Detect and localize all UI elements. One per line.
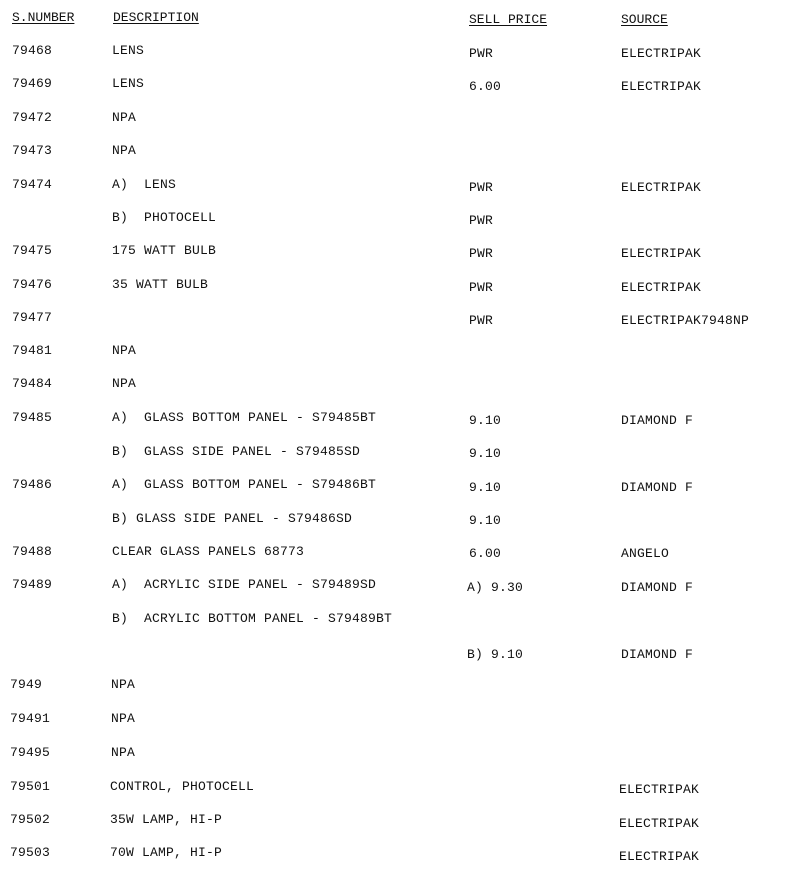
- header-snumber: S.NUMBER: [12, 10, 75, 25]
- price-cell: 9.10: [469, 480, 502, 495]
- description-cell: B) GLASS SIDE PANEL - S79486SD: [112, 511, 353, 526]
- description-cell: B) ACRYLIC BOTTOM PANEL - S79489BT: [112, 611, 393, 626]
- source-cell: ELECTRIPAK: [621, 180, 702, 195]
- price-cell: PWR: [469, 46, 494, 61]
- table-row: [0, 812, 800, 830]
- table-row: [0, 711, 800, 729]
- snumber-cell: 79495: [10, 745, 51, 760]
- table-row: [0, 677, 800, 695]
- table-row: [0, 745, 800, 763]
- description-cell: NPA: [112, 376, 137, 391]
- snumber-cell: 79486: [12, 477, 53, 492]
- description-cell: A) ACRYLIC SIDE PANEL - S79489SD: [112, 577, 377, 592]
- price-cell: B) 9.10: [467, 647, 524, 662]
- snumber-cell: 79502: [10, 812, 51, 827]
- price-cell: PWR: [469, 213, 494, 228]
- table-row: [0, 143, 800, 161]
- snumber-cell: 79477: [12, 310, 53, 325]
- snumber-cell: 79476: [12, 277, 53, 292]
- snumber-cell: 79469: [12, 76, 53, 91]
- source-cell: ELECTRIPAK: [621, 280, 702, 295]
- table-row: [0, 43, 800, 61]
- description-cell: CONTROL, PHOTOCELL: [110, 779, 255, 794]
- source-cell: DIAMOND F: [621, 580, 694, 595]
- price-cell: 6.00: [469, 79, 502, 94]
- snumber-cell: 79491: [10, 711, 51, 726]
- description-cell: 35 WATT BULB: [112, 277, 209, 292]
- table-row: [0, 477, 800, 495]
- table-row: [0, 779, 800, 797]
- table-row: [0, 647, 800, 665]
- description-cell: NPA: [111, 677, 136, 692]
- header-source: SOURCE: [621, 12, 668, 27]
- snumber-cell: 7949: [10, 677, 43, 692]
- table-row: [0, 277, 800, 295]
- table-row: [0, 343, 800, 361]
- table-row: [0, 376, 800, 394]
- description-cell: 70W LAMP, HI-P: [110, 845, 223, 860]
- description-cell: NPA: [111, 711, 136, 726]
- table-row: [0, 544, 800, 562]
- description-cell: B) PHOTOCELL: [112, 210, 217, 225]
- table-row: [0, 110, 800, 128]
- table-row: [0, 243, 800, 261]
- description-cell: CLEAR GLASS PANELS 68773: [112, 544, 305, 559]
- snumber-cell: 79488: [12, 544, 53, 559]
- snumber-cell: 79473: [12, 143, 53, 158]
- snumber-cell: 79474: [12, 177, 53, 192]
- price-cell: PWR: [469, 313, 494, 328]
- price-cell: 9.10: [469, 446, 502, 461]
- source-cell: ELECTRIPAK: [621, 246, 702, 261]
- price-cell: A) 9.30: [467, 580, 524, 595]
- description-cell: NPA: [112, 343, 137, 358]
- description-cell: LENS: [112, 76, 145, 91]
- source-cell: ELECTRIPAK: [619, 849, 700, 864]
- description-cell: 35W LAMP, HI-P: [110, 812, 223, 827]
- snumber-cell: 79484: [12, 376, 53, 391]
- description-cell: 175 WATT BULB: [112, 243, 217, 258]
- description-cell: NPA: [112, 110, 137, 125]
- price-cell: PWR: [469, 280, 494, 295]
- snumber-cell: 79475: [12, 243, 53, 258]
- table-row: [0, 410, 800, 428]
- source-cell: ELECTRIPAK: [619, 782, 700, 797]
- table-row: [0, 76, 800, 94]
- table-row: [0, 611, 800, 629]
- snumber-cell: 79468: [12, 43, 53, 58]
- source-cell: ELECTRIPAK: [621, 79, 702, 94]
- table-row: [0, 444, 800, 462]
- snumber-cell: 79501: [10, 779, 51, 794]
- description-cell: A) LENS: [112, 177, 177, 192]
- price-cell: 6.00: [469, 546, 502, 561]
- description-cell: NPA: [112, 143, 137, 158]
- snumber-cell: 79489: [12, 577, 53, 592]
- snumber-cell: 79503: [10, 845, 51, 860]
- table-row: [0, 577, 800, 595]
- source-cell: DIAMOND F: [621, 647, 694, 662]
- table-row: [0, 177, 800, 195]
- table-row: [0, 511, 800, 529]
- description-cell: LENS: [112, 43, 145, 58]
- header-sell-price: SELL PRICE: [469, 12, 548, 27]
- source-cell: DIAMOND F: [621, 480, 694, 495]
- snumber-cell: 79485: [12, 410, 53, 425]
- source-cell: DIAMOND F: [621, 413, 694, 428]
- header-description: DESCRIPTION: [113, 10, 199, 25]
- table-row: [0, 310, 800, 328]
- source-cell: ELECTRIPAK: [621, 46, 702, 61]
- price-cell: 9.10: [469, 413, 502, 428]
- source-cell: ELECTRIPAK: [619, 816, 700, 831]
- table-row: [0, 210, 800, 228]
- description-cell: A) GLASS BOTTOM PANEL - S79486BT: [112, 477, 377, 492]
- snumber-cell: 79472: [12, 110, 53, 125]
- source-cell: ANGELO: [621, 546, 670, 561]
- price-cell: PWR: [469, 180, 494, 195]
- table-row: [0, 845, 800, 863]
- source-cell: ELECTRIPAK7948NP: [621, 313, 750, 328]
- description-cell: NPA: [111, 745, 136, 760]
- price-cell: 9.10: [469, 513, 502, 528]
- description-cell: B) GLASS SIDE PANEL - S79485SD: [112, 444, 361, 459]
- price-cell: PWR: [469, 246, 494, 261]
- description-cell: A) GLASS BOTTOM PANEL - S79485BT: [112, 410, 377, 425]
- snumber-cell: 79481: [12, 343, 53, 358]
